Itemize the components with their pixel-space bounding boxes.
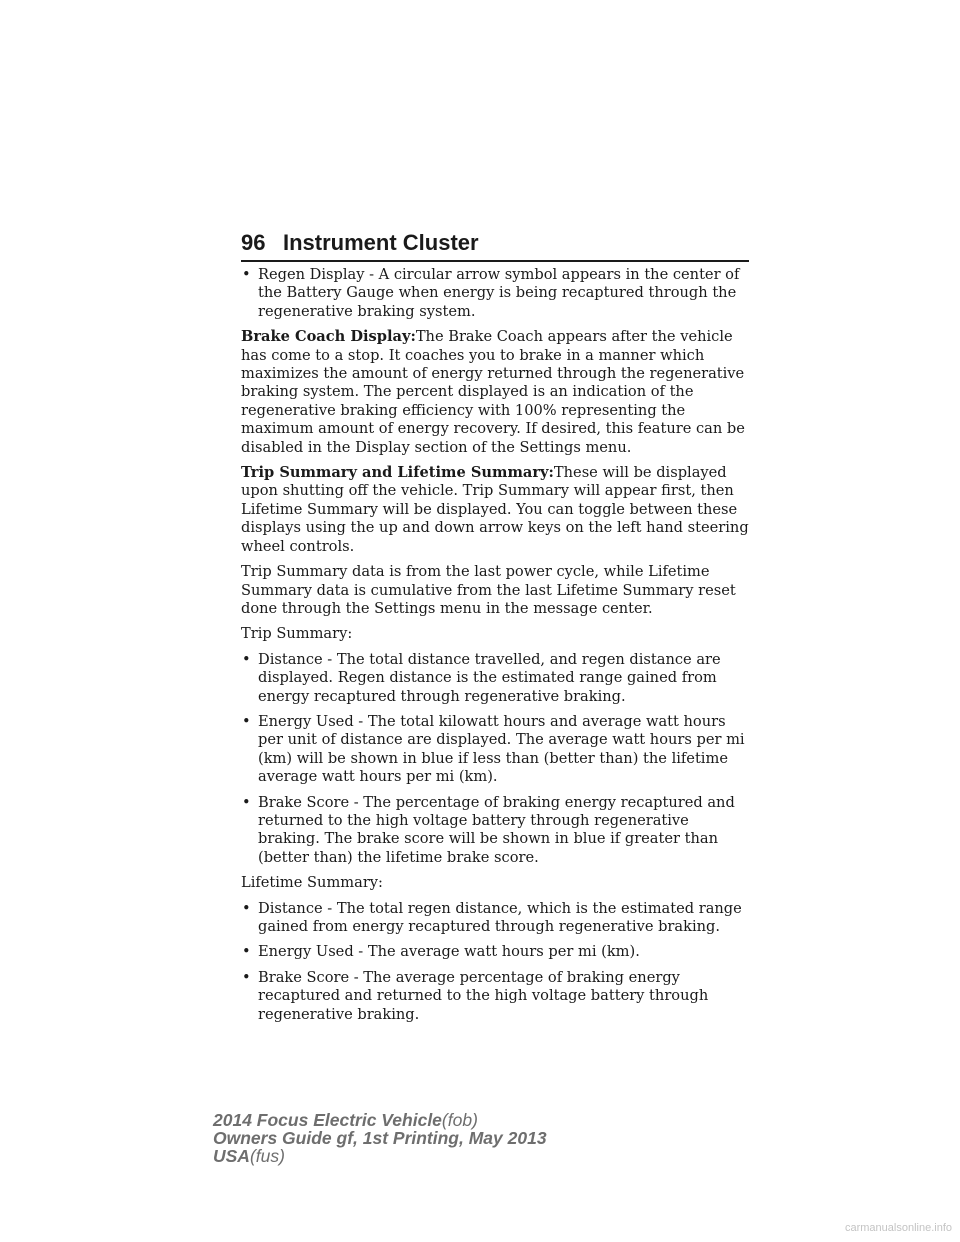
page-content [241,266,753,1031]
brake-coach-paragraph [241,328,753,457]
summaries-text: These will be displayed upon shutting off the vehicle. Trip Summary will appear first, then Lifetime Summary will be displayed. You can toggle between these displays using the up and down arrow keys on the left hand steering wheel controls. [241,464,749,555]
footer-line-3 [213,1147,547,1165]
list-item [241,266,753,321]
list-item [241,794,753,868]
footer-vehicle-tag: (fob) [441,1110,478,1130]
summaries-term: Trip Summary and Lifetime Summary: [241,464,554,482]
brake-coach-text: The Brake Coach appears after the vehicle has come to a stop. It coaches you to brake in a manner which maximizes the amount of energy returned through the regenerative braking system. The percent displayed is an indication of the regenerative braking efficiency with 100% representing the maximum amount of energy recovery. If desired, this feature can be disabled in the Display section of the Settings menu. [241,328,745,456]
list-item [241,651,753,706]
lifetime-distance-text: Distance - The total regen distance, which is the estimated range gained from energy recaptured through regenerative braking. [258,899,742,935]
footer-vehicle: 2014 Focus Electric Vehicle [213,1110,442,1130]
regen-display-text: Regen Display - A circular arrow symbol appears in the center of the Battery Gauge when energy is being recaptured through the regenerative braking system. [258,266,740,320]
trip-distance-text: Distance - The total distance travelled, and regen distance are displayed. Regen distance is the estimated range gained from energy recaptured through regenerative braking. [258,650,721,705]
bullet-icon: • [242,943,251,961]
trip-energy-text: Energy Used - The total kilowatt hours and average watt hours per unit of distance are displayed. The average watt hours per mi (km) will be shown in blue if less than (better than) the lifetime average watt hours per mi (km). [258,712,745,786]
brake-coach-term: Brake Coach Display: [241,328,416,346]
list-item [241,900,753,937]
bullet-icon: • [242,650,251,668]
list-item [241,943,753,961]
bullet-icon: • [242,266,251,283]
summaries-paragraph [241,464,753,556]
bullet-icon: • [242,712,251,730]
lifetime-summary-label: Lifetime Summary: [241,874,383,892]
trip-summary-label: Trip Summary: [241,625,353,643]
trip-brake-score-text: Brake Score - The percentage of braking energy recaptured and returned to the high voltage battery through regenerative braking. The brake score will be shown in blue if greater than (better than) the lifetime brake score. [258,793,735,866]
list-item [241,969,753,1024]
page-footer [213,1111,547,1165]
page-header [241,228,749,262]
page-number: 96 [241,230,266,255]
footer-region: USA [213,1146,250,1166]
bullet-icon: • [242,899,251,917]
footer-region-tag: (fus) [249,1146,285,1166]
lifetime-energy-text: Energy Used - The average watt hours per mi (km). [258,943,640,961]
lifetime-brake-score-text: Brake Score - The average percentage of braking energy recaptured and returned to the high voltage battery through regenerative braking. [258,968,709,1023]
footer-line-2: Owners Guide gf, 1st Printing, May 2013 [213,1128,547,1148]
bullet-icon: • [242,968,251,986]
list-item [241,713,753,787]
section-title: Instrument Cluster [283,230,479,255]
watermark: carmanualsonline.info [844,1222,952,1234]
bullet-icon: • [242,793,251,811]
summary-data-paragraph: Trip Summary data is from the last power cycle, while Lifetime Summary data is cumulative from the last Lifetime Summary reset done through the Settings menu in the message center. [241,563,736,617]
footer-line-1 [213,1111,547,1129]
